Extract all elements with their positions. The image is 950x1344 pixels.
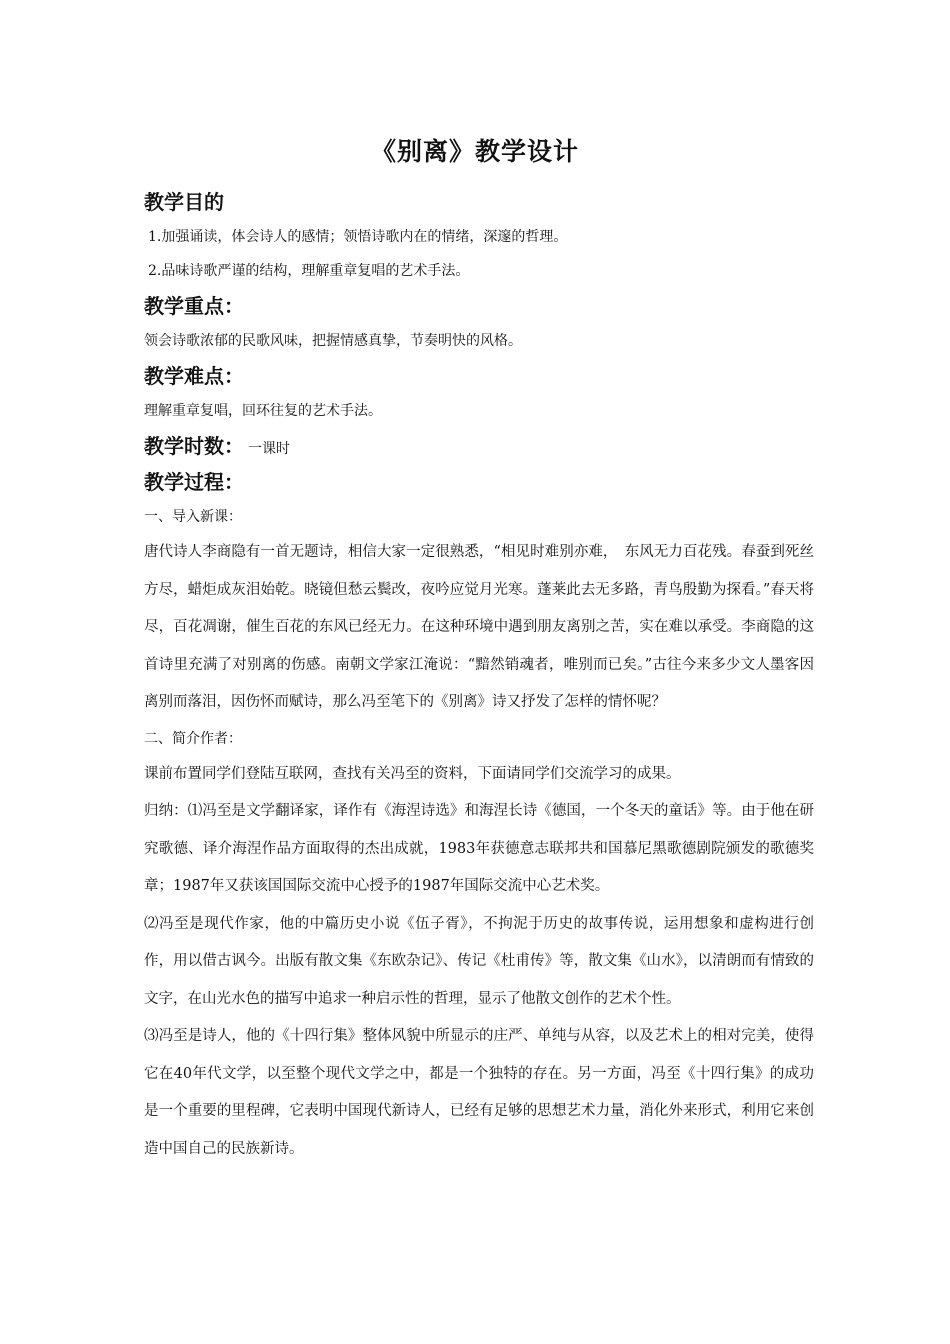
section-intro-title: 一、导入新课： [144, 509, 242, 525]
objective-item-1: 1.加强诵读，体会诗人的感情；领悟诗歌内在的情绪，深邃的哲理。 [148, 229, 568, 245]
key-points-text: 领会诗歌浓郁的民歌风味，把握情感真挚，节奏明快的风格。 [144, 333, 522, 349]
author-summary-2: ⑵冯至是现代作家，他的中篇历史小说《伍子胥》，不拘泥于历史的故事传说，运用想象和虚构进行创作，用以借古讽今。出版有散文集《东欧杂记》、传记《杜甫传》等，散文集《山水》，以清朗而有情致的文字，在山光水色的描写中追求一种启示性的哲理，显示了他散文创作的艺术个性。 [144, 915, 814, 1007]
author-summary-3: ⑶冯至是诗人，他的《十四行集》整体风貌中所显示的庄严、单纯与从容，以及艺术上的相对完美，使得它在40年代文学，以至整个现代文学之中，都是一个独特的存在。另一方面，冯至《十四行集》的成功是一个重要的里程碑，它表明中国现代新诗人，已经有足够的思想艺术力量，消化外来形式，利用它来创造中国自己的民族新诗。 [144, 1028, 814, 1157]
difficulties-heading: 教学难点： [144, 364, 244, 388]
objectives-heading: 教学目的 [144, 190, 224, 214]
process-heading: 教学过程： [144, 470, 244, 494]
key-points-heading: 教学重点： [144, 294, 244, 318]
hours-label: 教学时数： [144, 434, 244, 458]
objective-item-2: 2.品味诗歌严谨的结构，理解重章复唱的艺术手法。 [148, 263, 470, 279]
section-intro-paragraph: 唐代诗人李商隐有一首无题诗，相信大家一定很熟悉，“相见时难别亦难， 东风无力百花残。春蚕到死丝方尽，蜡炬成灰泪始乾。晓镜但愁云鬓改，夜吟应觉月光寒。蓬莱此去无多路，青鸟殷勤为探看。”春天将尽，百花凋谢，催生百花的东风已经无力。在这种环境中遇到朋友离别之苦，实在难以承受。李商隐的这首诗里充满了对别离的伤感。南朝文学家江淹说：“黯然销魂者，唯别而已矣。”古往今来多少文人墨客因离别而落泪，因伤怀而赋诗，那么冯至笔下的《别离》诗又抒发了怎样的情怀呢？ [144, 544, 814, 710]
author-summary-1: 归纳：⑴冯至是文学翻译家，译作有《海涅诗选》和海涅长诗《德国，一个冬天的童话》等。由于他在研究歌德、译介海涅作品方面取得的杰出成就，1983年获德意志联邦共和国慕尼黑歌德剧院颁发的歌德奖章；1987年又获该国国际交流中心授予的1987年国际交流中心艺术奖。 [144, 803, 814, 894]
section-author-intro: 课前布置同学们登陆互联网，查找有关冯至的资料，下面请同学们交流学习的成果。 [144, 765, 681, 782]
document-body [144, 184, 814, 1168]
difficulties-text: 理解重章复唱，回环往复的艺术手法。 [144, 403, 382, 419]
document-title: 《别离》教学设计 [370, 137, 579, 166]
hours-value: 一课时 [248, 441, 290, 457]
hours-heading [144, 428, 814, 464]
section-author-title: 二、简介作者： [144, 730, 242, 747]
